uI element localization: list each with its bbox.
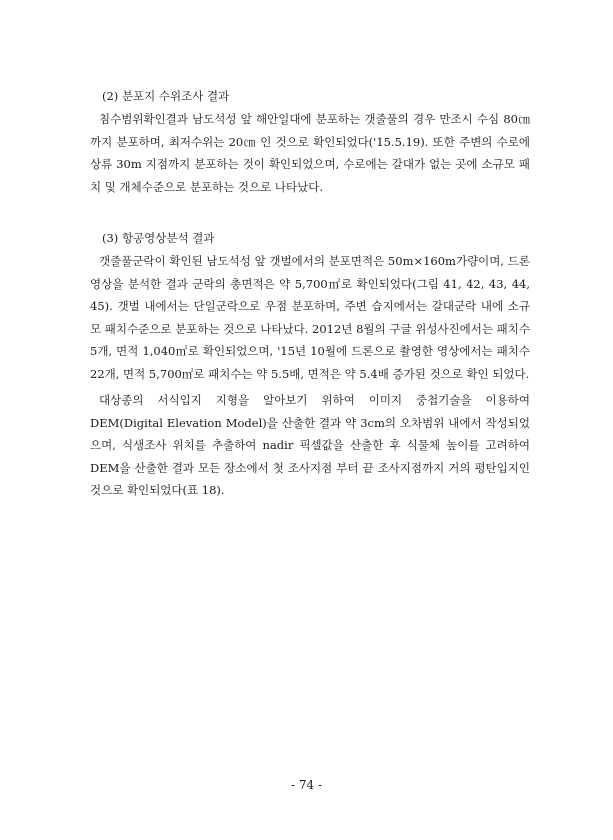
page-number: - 74 - xyxy=(290,778,322,792)
paragraph-dem-analysis: 대상종의 서식입지 지형을 알아보기 위하여 이미지 중첩기술을 이용하여 DEM(Digital Elevation Model)을 산출한 결과 약 3cm의 오차범위 내에서 작성되었으며, 식생조사 위치를 추출하여 nadir 픽셀값을 산출한 후 식물체 높이를 고려하여 DEM을 산출한 결과 모든 장소에서 첫 조사지점 부터 끝 조사지점까지 거의 평탄입지인 것으로 확인되었다(표 18). xyxy=(90,393,530,497)
document-body xyxy=(90,86,530,502)
section-heading-water-level: (2) 분포지 수위조사 결과 xyxy=(102,89,230,103)
paragraph-aerial-analysis: 갯줄풀군락이 확인된 남도석성 앞 갯벌에서의 분포면적은 50m×160m가량이며, 드론 영상을 분석한 결과 군락의 총면적은 약 5,700㎡로 확인되었다(그림 41, 42, 43, 44, 45). 갯벌 내에서는 단일군락으로 우점 분포하며, 주변 습지에서는 갈대군락 내에 소규모 패치수준으로 분포하는 것으로 나타났다. 2012년 8월의 구글 위성사진에서는 패치수 5개, 면적 1,040㎡로 확인되었으며, '15년 10월에 드론으로 촬영한 영상에서는 패치수 22개, 면적 5,700㎡로 패치수는 약 5.5배, 면적은 약 5.4배 증가된 것으로 확인 되었다. xyxy=(90,254,530,381)
paragraph-water-level: 침수범위확인결과 남도석성 앞 해안일대에 분포하는 갯줄풀의 경우 만조시 수심 80㎝까지 분포하며, 최저수위는 20㎝ 인 것으로 확인되었다('15.5.19). 또한 주변의 수로에 상류 30m 지점까지 분포하는 것이 확인되었으며, 수로에는 갈대가 없는 곳에 소규모 패치 및 개체수준으로 분포하는 것으로 나타났다. xyxy=(90,112,530,194)
section-heading-aerial-analysis: (3) 항공영상분석 결과 xyxy=(102,231,215,245)
